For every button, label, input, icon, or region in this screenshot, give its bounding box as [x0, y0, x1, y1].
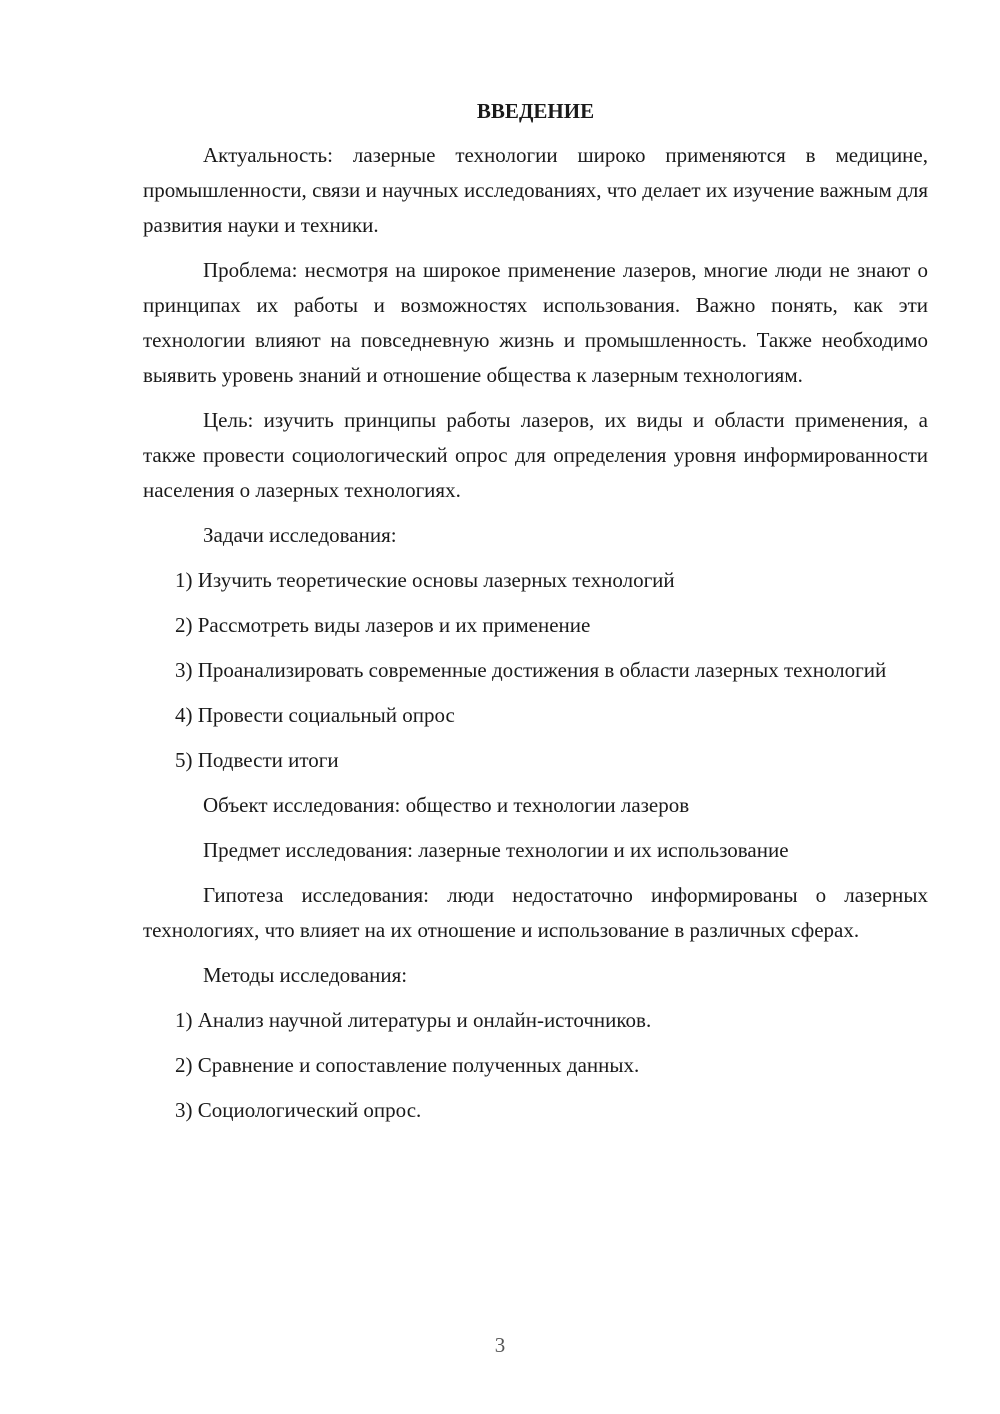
problem-paragraph: Проблема: несмотря на широкое применение лазеров, многие люди не знают о принципах их работы и возможностях использования. Важно понять, как эти технологии влияют на повседневную жизнь и промышленность. Также необходимо выявить уровень знаний и отношение общества к лазерным технологиям. — [143, 258, 928, 387]
research-object: Объект исследования: общество и технологии лазеров — [203, 793, 690, 817]
task-item: 4) Провести социальный опрос — [175, 703, 455, 727]
research-subject: Предмет исследования: лазерные технологии и их использование — [203, 838, 789, 862]
page-heading: ВВЕДЕНИЕ — [476, 99, 595, 123]
method-item: 3) Социологический опрос. — [175, 1098, 422, 1122]
method-item: 2) Сравнение и сопоставление полученных данных. — [175, 1053, 640, 1077]
methods-title: Методы исследования: — [203, 963, 408, 987]
document-page — [143, 96, 928, 1138]
tasks-title: Задачи исследования: — [203, 523, 397, 547]
task-item: 2) Рассмотреть виды лазеров и их применение — [175, 613, 591, 637]
method-item: 1) Анализ научной литературы и онлайн-источников. — [175, 1008, 652, 1032]
hypothesis-paragraph: Гипотеза исследования: люди недостаточно информированы о лазерных технологиях, что влияет на их отношение и использование в различных сферах. — [143, 883, 928, 942]
page-number: 3 — [494, 1333, 506, 1357]
relevance-paragraph: Актуальность: лазерные технологии широко применяются в медицине, промышленности, связи и научных исследованиях, что делает их изучение важным для развития науки и техники. — [143, 143, 928, 237]
task-item: 3) Проанализировать современные достижения в области лазерных технологий — [175, 658, 887, 682]
task-item: 5) Подвести итоги — [175, 748, 339, 772]
goal-paragraph: Цель: изучить принципы работы лазеров, их виды и области применения, а также провести социологический опрос для определения уровня информированности населения о лазерных технологиях. — [143, 408, 928, 502]
task-item: 1) Изучить теоретические основы лазерных технологий — [175, 568, 675, 592]
